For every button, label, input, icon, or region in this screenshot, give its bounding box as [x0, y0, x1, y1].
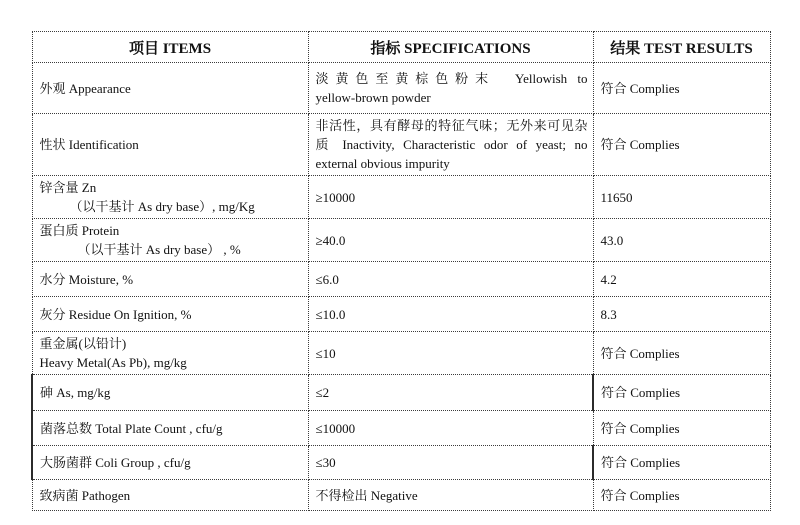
item-cell [32, 332, 308, 375]
item-cell [32, 219, 308, 262]
header-specifications: 指标 SPECIFICATIONS [308, 32, 593, 63]
header-test-results: 结果 TEST RESULTS [593, 32, 770, 63]
item-text: （以干基计 As dry base）, mg/Kg [69, 199, 255, 214]
spec-text: ≤10.0 [315, 306, 346, 322]
result-cell: 符合 Complies [593, 332, 770, 375]
row-pathogen [32, 480, 770, 511]
row-identification [32, 114, 770, 176]
item-cell [32, 262, 308, 297]
item-cell [32, 176, 308, 219]
item-cell [32, 480, 308, 511]
item-text: 蛋白质 Protein [39, 223, 120, 238]
spec-cell [308, 411, 593, 446]
item-text: 水分 Moisture, % [39, 271, 134, 287]
spec-text: ≥10000 [315, 189, 356, 205]
row-appearance [32, 63, 770, 114]
result-cell: 符合 Complies [593, 375, 770, 411]
header-items: 项目 ITEMS [32, 32, 308, 63]
item-text: 菌落总数 Total Plate Count , cfu/g [40, 420, 223, 436]
item-cell [32, 297, 308, 332]
item-text: 性状 Identification [39, 137, 139, 152]
result-cell: 8.3 [593, 297, 770, 332]
spec-text: 非活性，具有酵母的特征气味；无外来可见杂 [315, 118, 588, 133]
table-header-row [32, 32, 770, 63]
spec-text: ≥40.0 [315, 232, 346, 248]
spec-text: ≤10 [315, 345, 336, 361]
result-cell: 符合 Complies [593, 411, 770, 446]
spec-cell [308, 219, 593, 262]
spec-cell [308, 176, 593, 219]
item-text: 外观 Appearance [39, 80, 131, 96]
spec-text: 质 Inactivity, Characteristic odor of yeast; no [315, 137, 588, 152]
spec-text: 不得检出 Negative [315, 487, 418, 503]
result-cell: 符合 Complies [593, 446, 770, 480]
spec-text: ≤2 [315, 385, 330, 400]
item-text: 砷 As, mg/kg [40, 385, 111, 400]
item-cell [32, 446, 308, 480]
spec-cell [308, 375, 593, 411]
item-text: 灰分 Residue On Ignition, % [39, 306, 192, 322]
result-cell: 符合 Complies [593, 480, 770, 511]
result-cell: 11650 [593, 176, 770, 219]
row-arsenic [32, 375, 770, 411]
item-text: 致病菌 Pathogen [39, 487, 131, 503]
result-cell: 43.0 [593, 219, 770, 262]
row-heavy-metal [32, 332, 770, 375]
row-coli-group [32, 446, 770, 480]
spec-text: ≤6.0 [315, 271, 339, 287]
item-text: Heavy Metal(As Pb), mg/kg [39, 355, 187, 370]
result-cell: 符合 Complies [593, 63, 770, 114]
spec-text: 淡黄色至黄棕色粉末 Yellowish to [315, 71, 588, 86]
result-cell: 符合 Complies [593, 114, 770, 176]
spec-cell [308, 262, 593, 297]
row-protein [32, 219, 770, 262]
spec-cell [308, 297, 593, 332]
spec-text: ≤30 [315, 455, 336, 470]
item-cell [32, 114, 308, 176]
item-text: 重金属(以铅计) [39, 336, 127, 351]
spec-cell [308, 446, 593, 480]
item-text: 锌含量 Zn [39, 180, 97, 195]
result-cell: 4.2 [593, 262, 770, 297]
spec-text: external obvious impurity [315, 156, 450, 171]
spec-cell [308, 332, 593, 375]
spec-cell [308, 480, 593, 511]
spec-cell [308, 114, 593, 176]
spec-text: ≤10000 [315, 420, 356, 436]
item-cell [32, 411, 308, 446]
row-residue-on-ignition [32, 297, 770, 332]
row-zinc-content [32, 176, 770, 219]
item-cell [32, 63, 308, 114]
spec-cell [308, 63, 593, 114]
row-moisture [32, 262, 770, 297]
spec-text: yellow-brown powder [315, 90, 431, 105]
item-cell [32, 375, 308, 411]
specification-table [31, 31, 771, 511]
row-total-plate-count [32, 411, 770, 446]
item-text: 大肠菌群 Coli Group , cfu/g [40, 455, 191, 470]
item-text: （以干基计 As dry base） , % [77, 242, 241, 257]
